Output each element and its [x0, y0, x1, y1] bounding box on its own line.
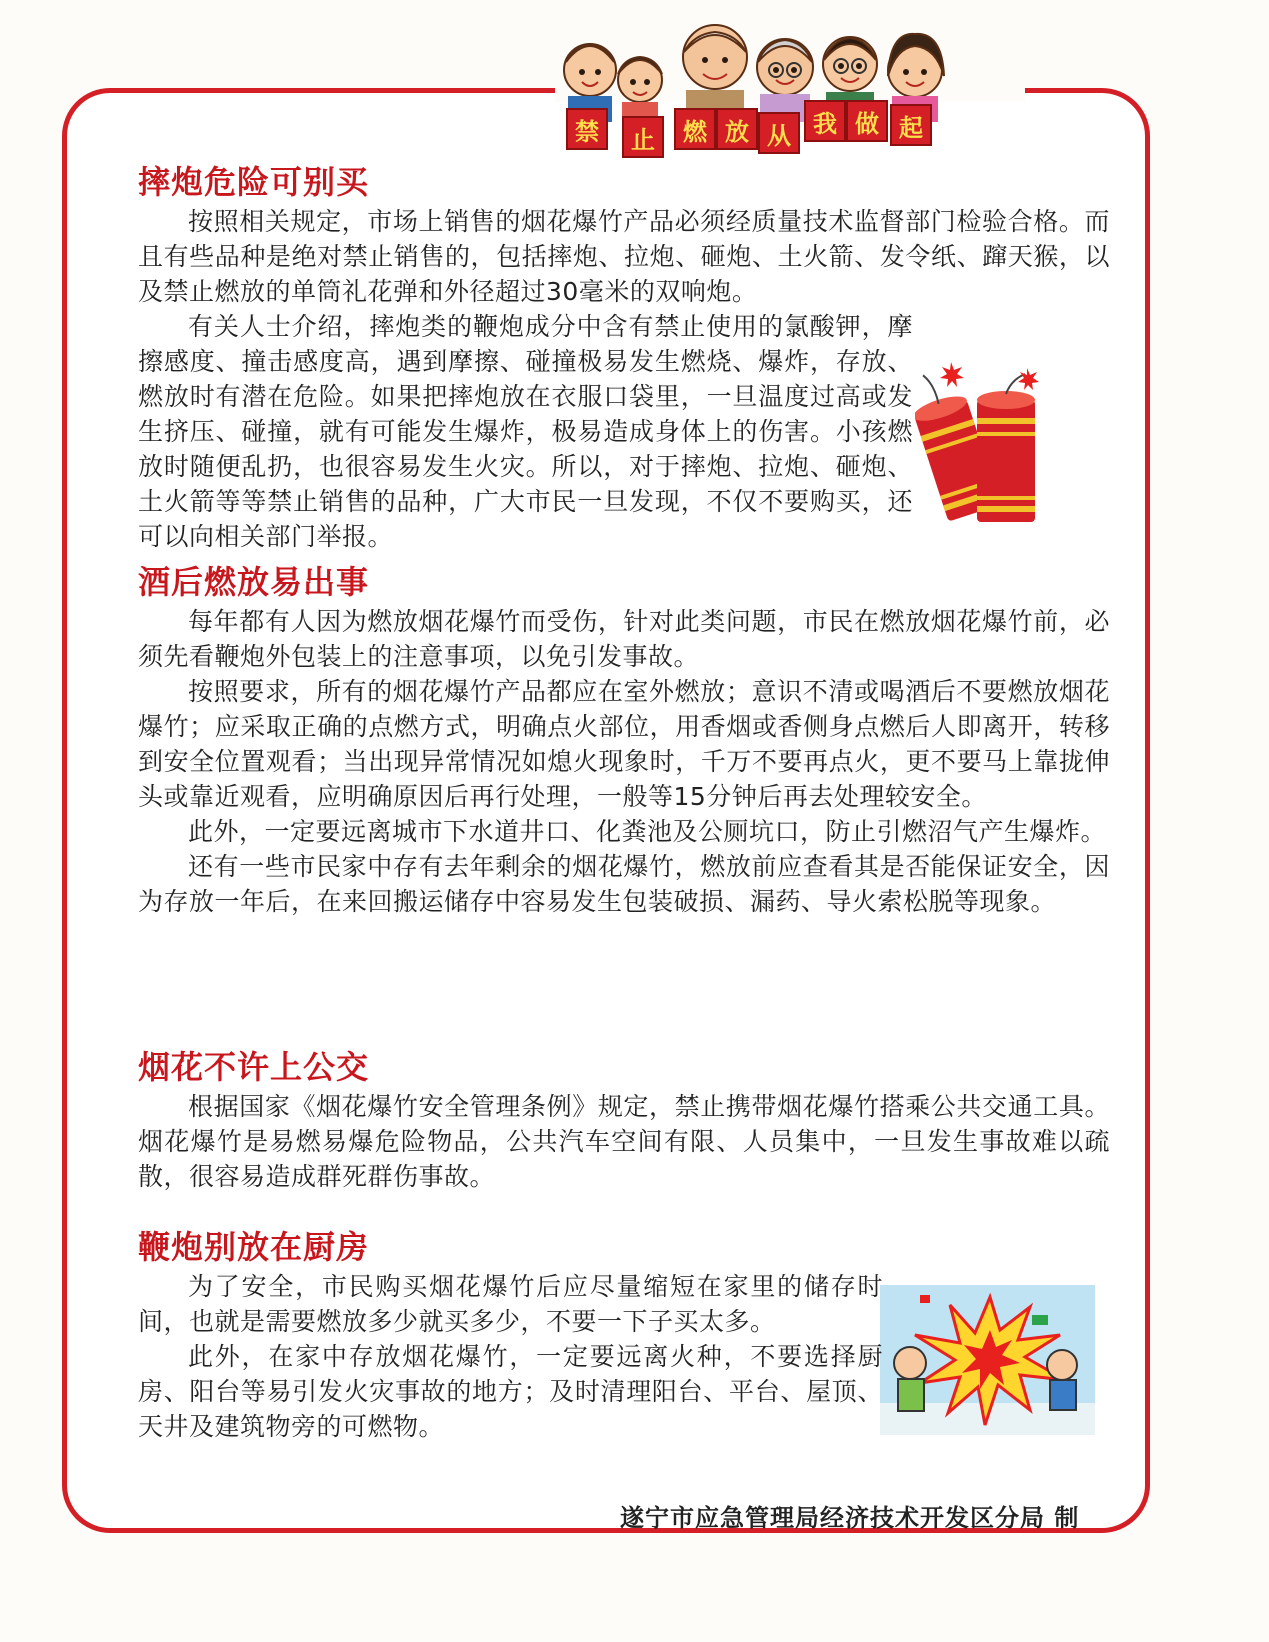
paragraph: 此外，在家中存放烟花爆竹，一定要远离火种，不要选择厨房、阳台等易引发火灾事故的地方；及时清理阳台、平台、屋顶、天井及建筑物旁的可燃物。: [138, 1342, 883, 1441]
paragraph: 每年都有人因为燃放烟花爆竹而受伤，针对此类问题，市民在燃放烟花爆竹前，必须先看鞭炮外包装上的注意事项，以免引发事故。: [138, 607, 1110, 671]
paragraph: 还有一些市民家中存有去年剩余的烟花爆竹，燃放前应查看其是否能保证安全，因为存放一年后，在来回搬运储存中容易发生包装破损、漏药、导火索松脱等现象。: [138, 852, 1110, 916]
banner-sign: 从: [758, 112, 800, 154]
family-cartoon-icon: [560, 12, 1000, 122]
banner-sign: 做: [846, 100, 888, 142]
paragraph: 按照相关规定，市场上销售的烟花爆竹产品必须经质量技术监督部门检验合格。而且有些品种是绝对禁止销售的，包括摔炮、拉炮、砸炮、土火箭、发令纸、蹿天猴，以及禁止燃放的单筒礼花弹和外径超过30毫米的双响炮。: [138, 207, 1110, 306]
section-title: 烟花不许上公交: [138, 1048, 370, 1086]
section-title: 酒后燃放易出事: [138, 563, 370, 601]
paragraph: 此外，一定要远离城市下水道井口、化粪池及公厕坑口，防止引燃沼气产生爆炸。: [188, 817, 1107, 846]
section-title: 摔炮危险可别买: [138, 163, 370, 201]
banner-sign: 燃: [674, 108, 716, 150]
paragraph: 根据国家《烟花爆竹安全管理条例》规定，禁止携带烟花爆竹搭乘公共交通工具。烟花爆竹是易燃易爆危险物品，公共汽车空间有限、人员集中，一旦发生事故难以疏散，很容易造成群死群伤事故。: [138, 1092, 1110, 1191]
section-snap-bang-danger: [138, 160, 1110, 554]
banner-sign: 禁: [566, 108, 608, 150]
section-not-in-kitchen: [138, 1225, 1110, 1444]
paragraph: 按照要求，所有的烟花爆竹产品都应在室外燃放；意识不清或喝酒后不要燃放烟花爆竹；应采取正确的点燃方式，明确点火部位，用香烟或香侧身点燃后人即离开，转移到安全位置观看；当出现异常情况如熄火现象时，千万不要再点火，更不要马上靠拢伸头或靠近观看，应明确原因后再行处理，一般等15分钟后再去处理较安全。: [138, 677, 1110, 811]
banner-sign: 我: [804, 100, 846, 142]
banner-sign: 起: [890, 104, 932, 146]
section-drunk-fireworks: [138, 560, 1110, 919]
paragraph: 有关人士介绍，摔炮类的鞭炮成分中含有禁止使用的氯酸钾，摩擦感度、撞击感度高，遇到摩擦、碰撞极易发生燃烧、爆炸，存放、燃放时有潜在危险。如果把摔炮放在衣服口袋里，一旦温度过高或发生挤压、碰撞，就有可能发生爆炸，极易造成身体上的伤害。小孩燃放时随便乱扔，也很容易发生火灾。所以，对于摔炮、拉炮、砸炮、土火箭等等禁止销售的品种，广大市民一旦发现，不仅不要购买，还可以向相关部门举报。: [138, 312, 913, 551]
paragraph: 为了安全，市民购买烟花爆竹后应尽量缩短在家里的储存时间，也就是需要燃放多少就买多少，不要一下子买太多。: [138, 1272, 883, 1336]
banner-sign: 放: [716, 108, 758, 150]
section-no-fireworks-on-bus: [138, 1045, 1110, 1194]
section-title: 鞭炮别放在厨房: [138, 1228, 370, 1266]
footer-publisher: 遂宁市应急管理局经济技术开发区分局 制: [620, 1504, 1080, 1532]
banner-sign: 止: [622, 116, 664, 158]
